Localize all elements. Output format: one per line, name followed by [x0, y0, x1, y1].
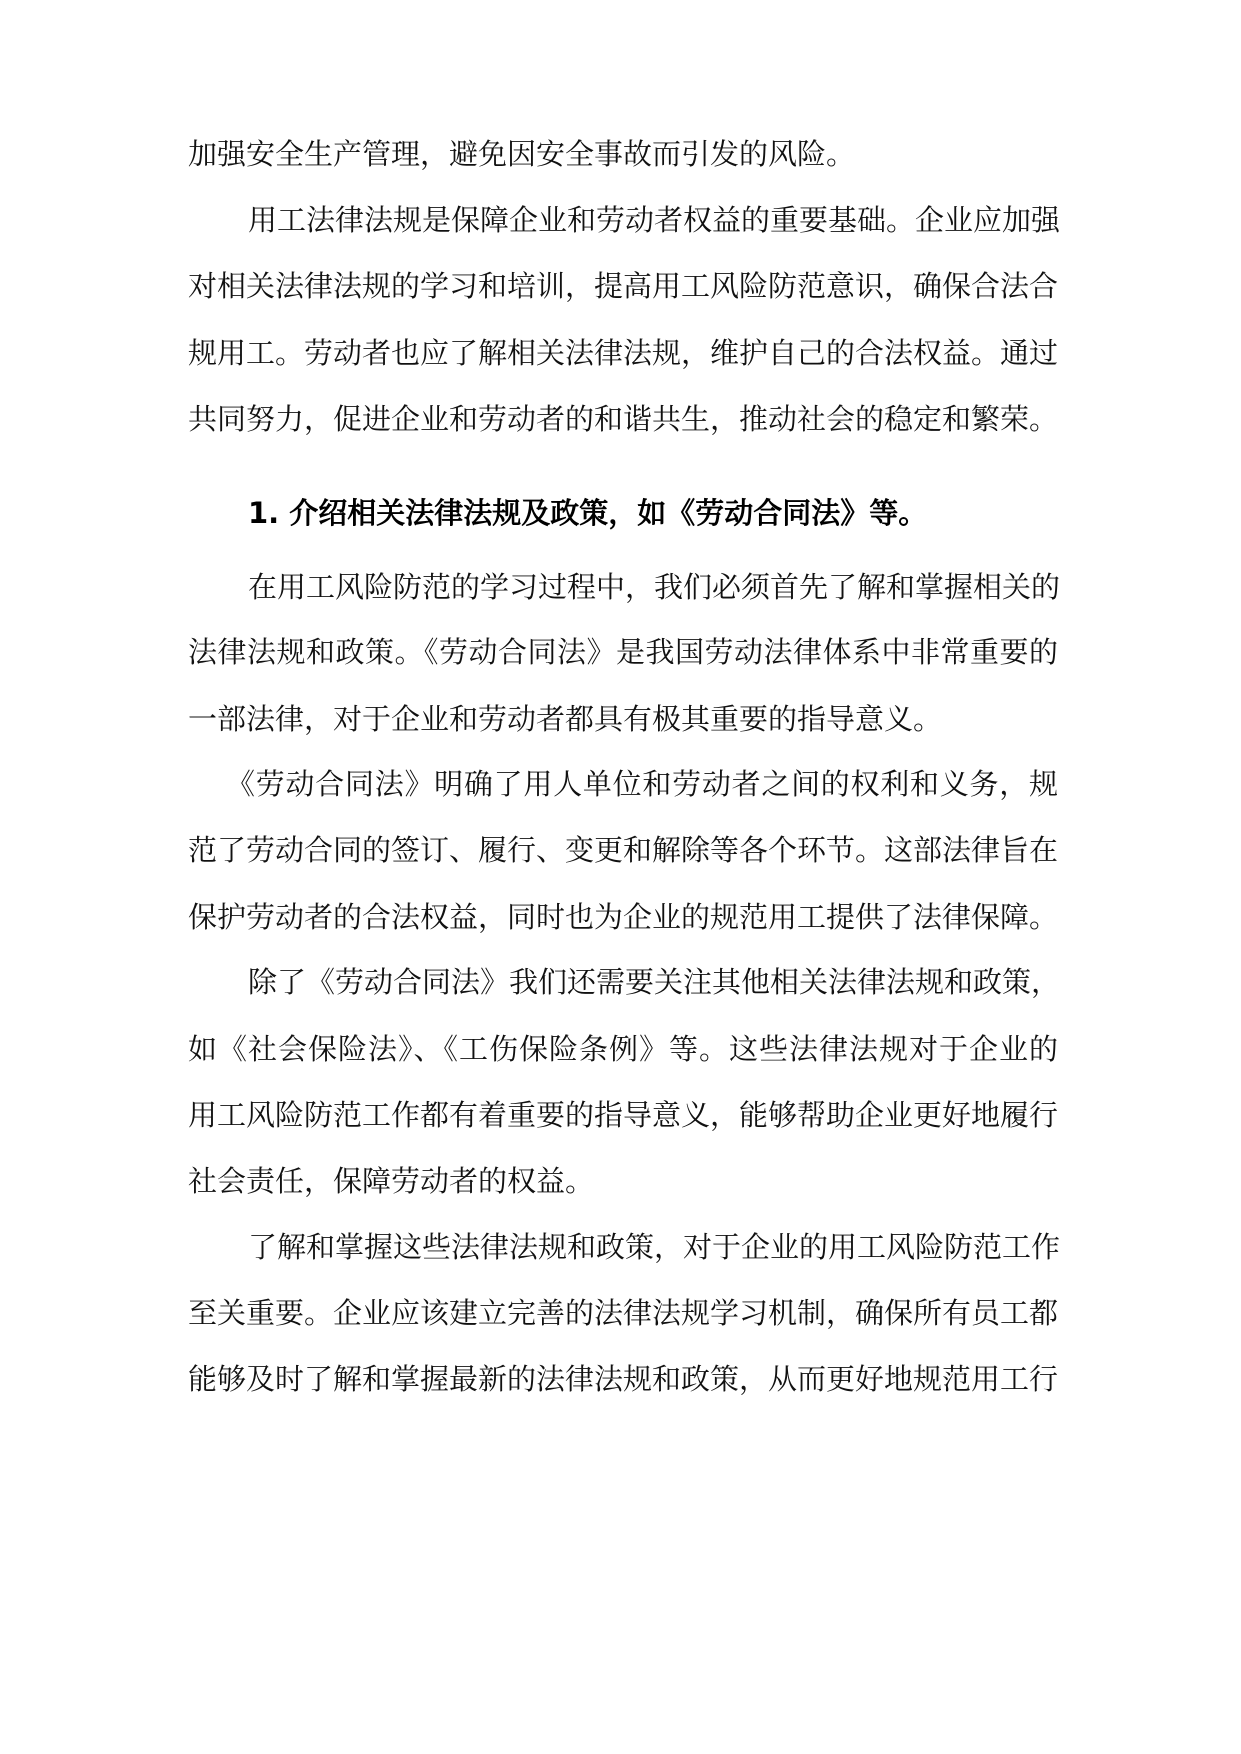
text-line: 除了《劳动合同法》我们还需要关注其他相关法律法规和政策， [248, 965, 1061, 999]
text-line: 保护劳动者的合法权益，同时也为企业的规范用工提供了法律保障。 [188, 900, 1059, 934]
text-line: 加强安全生产管理，避免因安全事故而引发的风险。 [188, 137, 856, 171]
text-line: 能够及时了解和掌握最新的法律法规和政策，从而更好地规范用工行 [188, 1362, 1059, 1396]
text-line: 对相关法律法规的学习和培训，提高用工风险防范意识，确保合法合 [188, 269, 1059, 303]
text-line: 法律法规和政策。《劳动合同法》是我国劳动法律体系中非常重要的 [188, 635, 1058, 669]
text-line: 规用工。劳动者也应了解相关法律法规，维护自己的合法权益。通过 [188, 336, 1059, 370]
text-line: 共同努力，促进企业和劳动者的和谐共生，推动社会的稳定和繁荣。 [188, 402, 1059, 436]
text-line: 社会责任，保障劳动者的权益。 [188, 1164, 595, 1198]
text-line: 范了劳动合同的签订、履行、变更和解除等各个环节。这部法律旨在 [188, 833, 1059, 867]
text-line: 《劳动合同法》明确了用人单位和劳动者之间的权利和义务，规 [226, 767, 1058, 801]
text-line: 一部法律，对于企业和劳动者都具有极其重要的指导意义。 [188, 702, 943, 736]
text-line: 至关重要。企业应该建立完善的法律法规学习机制，确保所有员工都 [188, 1296, 1059, 1330]
text-line: 如《社会保险法》、《工伤保险条例》等。这些法律法规对于企业的 [188, 1032, 1058, 1066]
section-heading: 1. 介绍相关法律法规及政策，如《劳动合同法》等。 [248, 496, 928, 530]
text-line: 用工法律法规是保障企业和劳动者权益的重要基础。企业应加强 [248, 203, 1061, 237]
text-line: 在用工风险防范的学习过程中，我们必须首先了解和掌握相关的 [248, 570, 1061, 604]
text-line: 用工风险防范工作都有着重要的指导意义，能够帮助企业更好地履行 [188, 1098, 1059, 1132]
text-line: 了解和掌握这些法律法规和政策，对于企业的用工风险防范工作 [248, 1230, 1061, 1264]
